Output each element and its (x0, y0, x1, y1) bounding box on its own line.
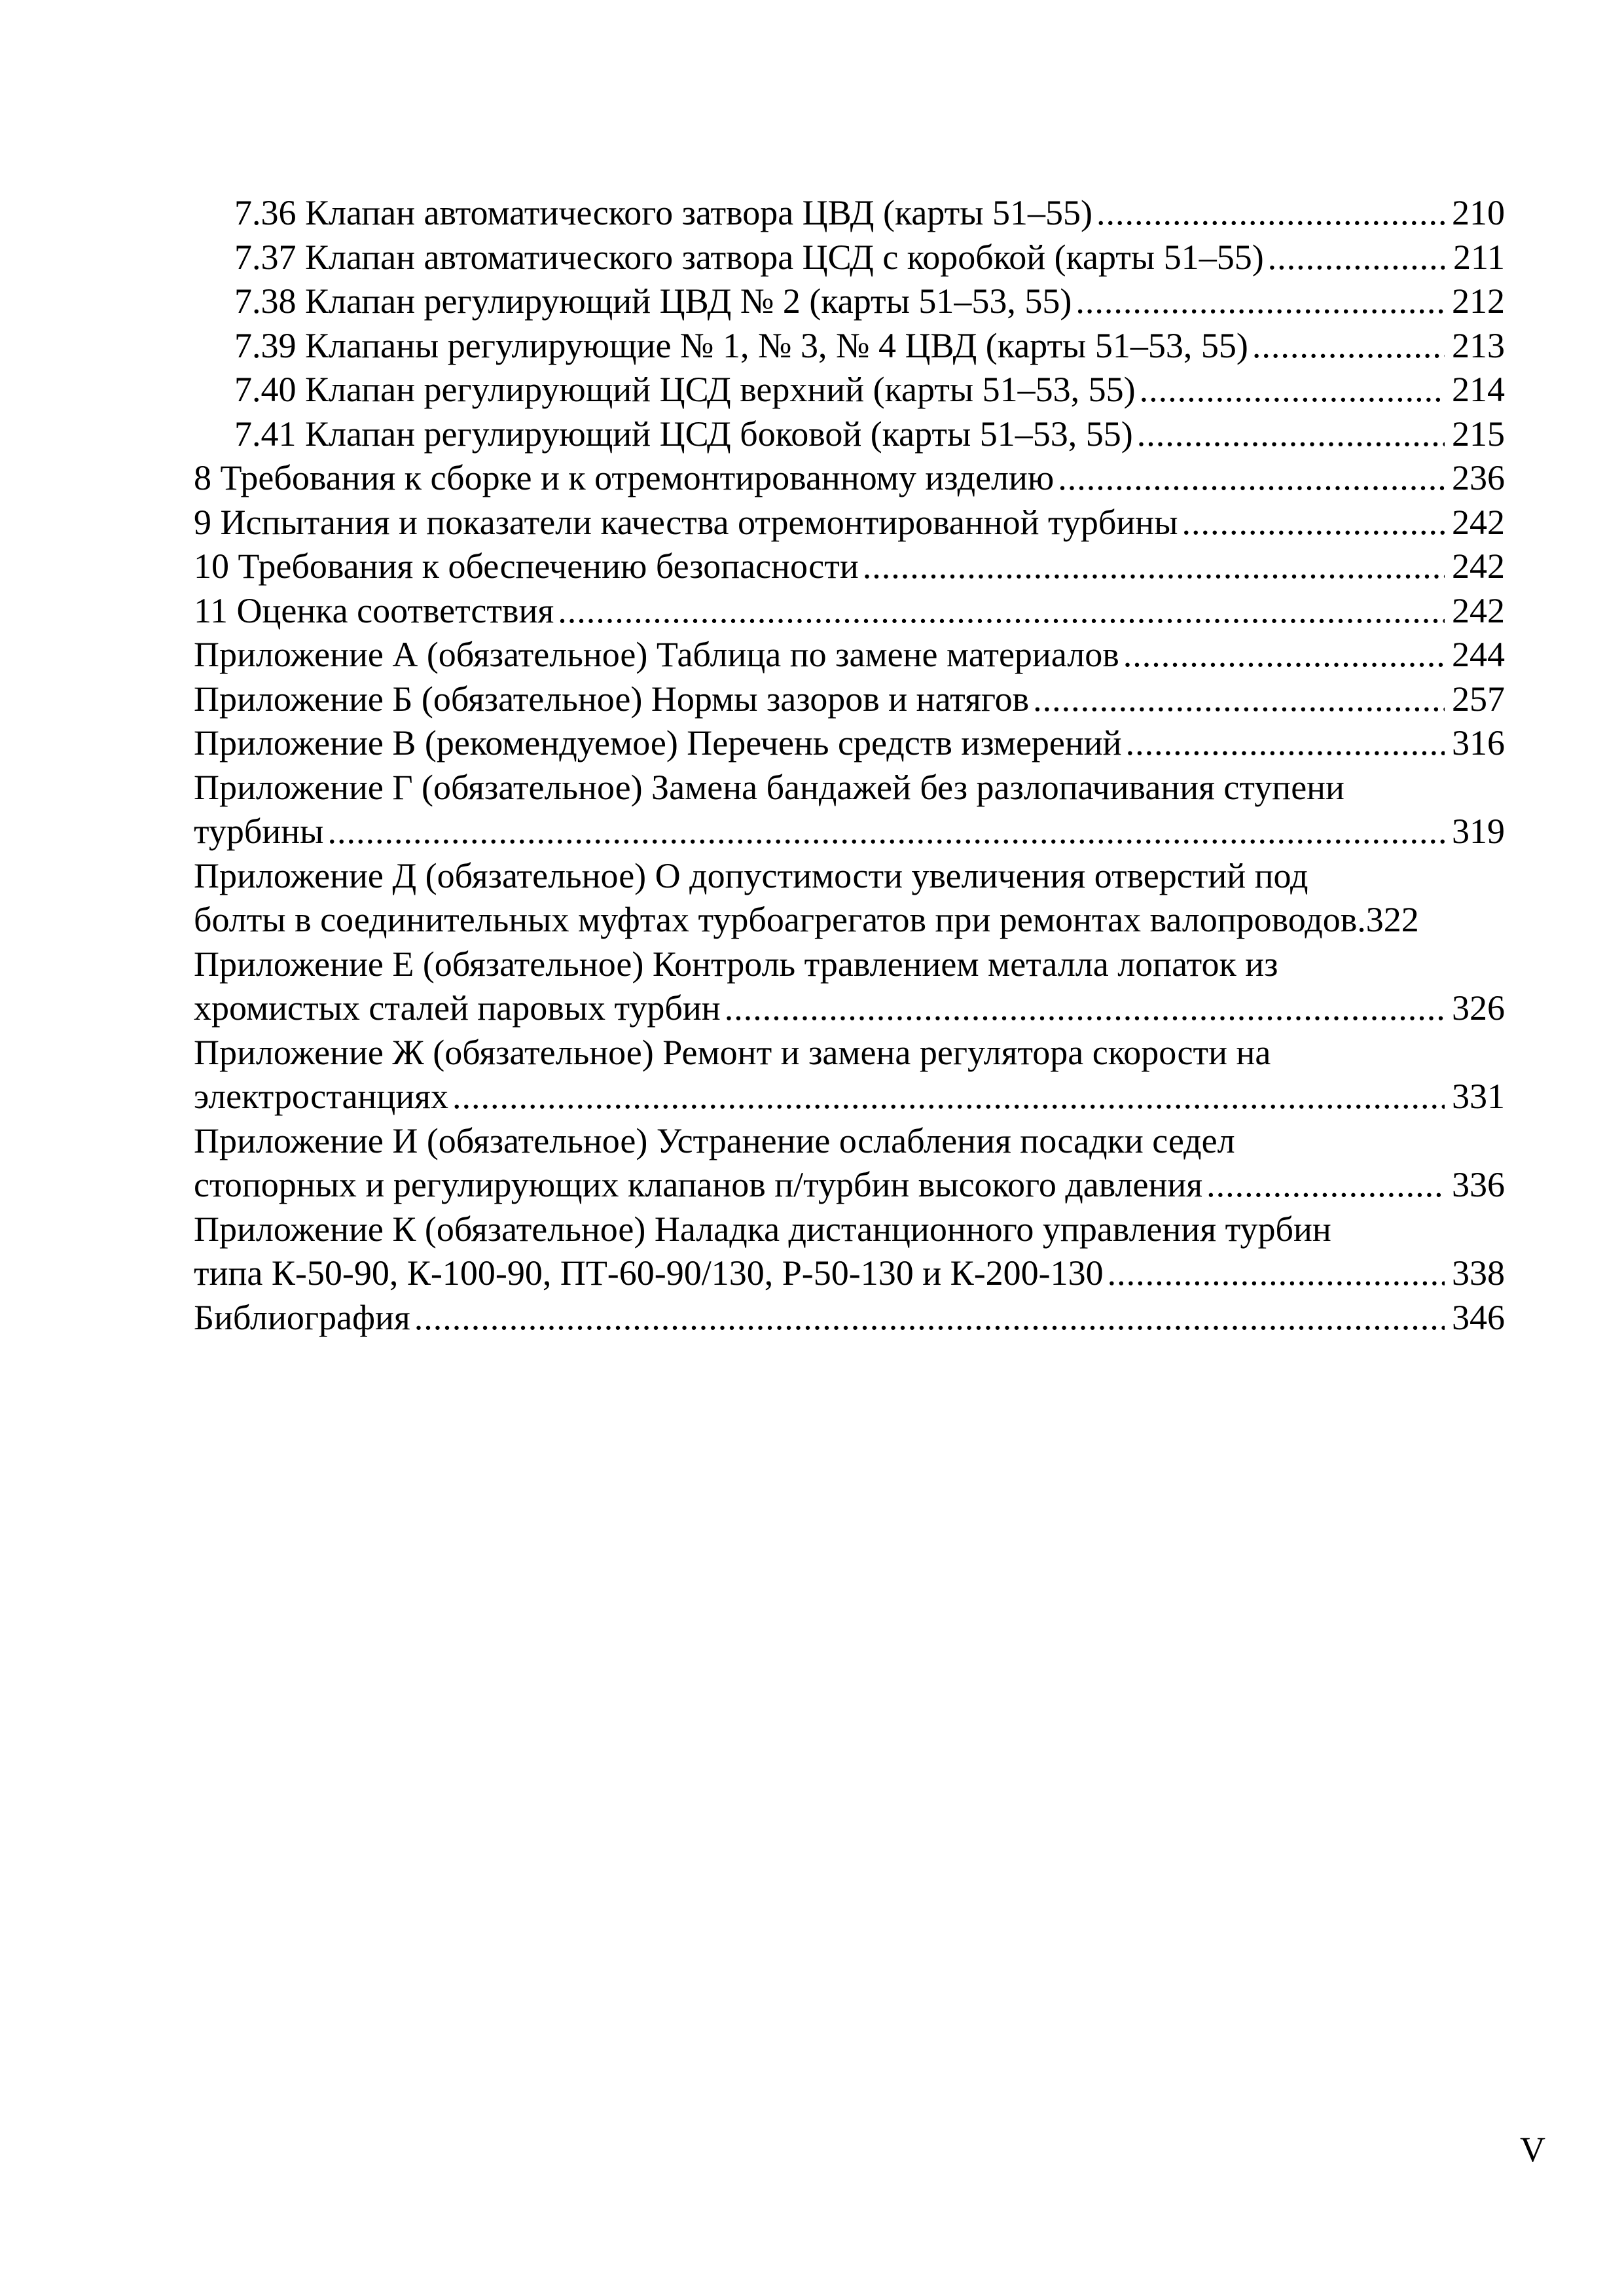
toc-entry-title: болты в соединительных муфтах турбоагрегатов при ремонтах валопроводов.322 (194, 900, 1419, 939)
toc-entry-title: 7.40 Клапан регулирующий ЦСД верхний (карты 51–53, 55) (234, 370, 1136, 409)
toc-page-number: 236 (1452, 458, 1505, 497)
toc-page-number: 331 (1452, 1077, 1505, 1116)
toc-dot-leader (1126, 721, 1445, 766)
toc-page-number: 242 (1452, 502, 1505, 542)
toc-entry-title: хромистых сталей паровых турбин (194, 988, 721, 1028)
toc-dot-leader (1033, 677, 1445, 722)
toc-entry-title: 7.39 Клапаны регулирующие № 1, № 3, № 4 ЦВД (карты 51–53, 55) (234, 325, 1248, 365)
toc-entry (194, 545, 1505, 589)
toc-entry (194, 236, 1505, 280)
toc-page-number: 242 (1452, 547, 1505, 586)
toc-dot-leader (1182, 501, 1445, 545)
toc-dot-leader (1123, 633, 1445, 677)
toc-dot-leader (1096, 191, 1445, 236)
toc-entry-title: 9 Испытания и показатели качества отремонтированной турбины (194, 502, 1178, 542)
toc-dot-leader (725, 986, 1445, 1031)
toc-entry-title: электростанциях (194, 1077, 448, 1116)
toc-entry-first-line (194, 942, 1505, 987)
toc-entry-title: Приложение Ж (обязательное) Ремонт и замена регулятора скорости на (194, 1032, 1271, 1072)
toc-page-number: 215 (1452, 414, 1505, 454)
toc-entry-first-line (194, 766, 1505, 810)
toc-dot-leader (1075, 279, 1445, 324)
page-number: V (1520, 2130, 1545, 2169)
toc-entry (194, 810, 1505, 854)
toc-dot-leader (1137, 412, 1445, 457)
toc-entry-title: Приложение Б (обязательное) Нормы зазоров и натягов (194, 679, 1030, 719)
toc-page-number: 316 (1452, 723, 1505, 762)
toc-entry (194, 721, 1505, 766)
toc-entry (194, 412, 1505, 457)
toc-entry-title: Приложение В (рекомендуемое) Перечень средств измерений (194, 723, 1122, 762)
toc-entry-title: Приложение А (обязательное) Таблица по замене материалов (194, 635, 1119, 674)
toc-dot-leader (1268, 236, 1445, 280)
toc-page-number: 244 (1452, 635, 1505, 674)
toc-entry-title: Приложение К (обязательное) Наладка дистанционного управления турбин (194, 1209, 1331, 1249)
toc-entry-title: Приложение Е (обязательное) Контроль травлением металла лопаток из (194, 944, 1278, 984)
toc-dot-leader (414, 1296, 1445, 1340)
toc-entry-title: Библиография (194, 1297, 410, 1337)
toc-entry-first-line (194, 1208, 1505, 1252)
toc-page-number: 242 (1452, 590, 1505, 630)
toc-entry-title: 7.38 Клапан регулирующий ЦВД № 2 (карты 51–53, 55) (234, 281, 1072, 321)
toc-entry-title: 7.36 Клапан автоматического затвора ЦВД (карты 51–55) (234, 193, 1092, 232)
toc-entry (194, 1163, 1505, 1208)
toc-dot-leader (558, 589, 1445, 634)
toc-page-number: 346 (1452, 1297, 1505, 1337)
toc-page-number: 319 (1452, 812, 1505, 851)
toc-entry-title: Приложение И (обязательное) Устранение ослабления посадки седел (194, 1121, 1235, 1160)
toc-page-number: 257 (1452, 679, 1505, 719)
toc-entry-title: типа К-50-90, К-100-90, ПТ-60-90/130, Р-50-130 и К-200-130 (194, 1253, 1104, 1293)
toc-dot-leader (1140, 368, 1445, 412)
toc-dot-leader (1252, 324, 1445, 368)
toc-page-number: 211 (1453, 237, 1505, 277)
toc-page-number: 210 (1452, 193, 1505, 232)
toc-dot-leader (452, 1075, 1445, 1119)
toc-entry (194, 1075, 1505, 1119)
toc-entry-title: 7.41 Клапан регулирующий ЦСД боковой (карты 51–53, 55) (234, 414, 1133, 454)
toc-entry (194, 191, 1505, 236)
toc-page-number: 326 (1452, 988, 1505, 1028)
toc-entry (194, 368, 1505, 412)
toc-entry (194, 633, 1505, 677)
toc-page-number: 336 (1452, 1165, 1505, 1204)
toc-entry (194, 589, 1505, 634)
toc-entry (194, 898, 1505, 942)
toc-dot-leader (1206, 1163, 1445, 1208)
toc-entry (194, 501, 1505, 545)
toc-dot-leader (1108, 1251, 1445, 1296)
toc-entry-first-line (194, 1031, 1505, 1075)
toc-entry (194, 677, 1505, 722)
toc-entry (194, 279, 1505, 324)
toc-entry-title: 7.37 Клапан автоматического затвора ЦСД с коробкой (карты 51–55) (234, 237, 1264, 277)
toc-entry (194, 1296, 1505, 1340)
toc-entry-title: 11 Оценка соответствия (194, 590, 554, 630)
toc-dot-leader (1058, 456, 1445, 501)
toc-page-number: 213 (1452, 325, 1505, 365)
toc-entry-title: стопорных и регулирующих клапанов п/турбин высокого давления (194, 1165, 1203, 1204)
table-of-contents (194, 191, 1505, 1340)
toc-entry (194, 1251, 1505, 1296)
toc-dot-leader (327, 810, 1445, 854)
toc-entry-title: Приложение Д (обязательное) О допустимости увеличения отверстий под (194, 855, 1308, 895)
toc-page-number: 338 (1452, 1253, 1505, 1293)
toc-entry (194, 456, 1505, 501)
toc-entry-title: 8 Требования к сборке и к отремонтированному изделию (194, 458, 1055, 497)
toc-entry-title: 10 Требования к обеспечению безопасности (194, 547, 859, 586)
toc-entry-title: Приложение Г (обязательное) Замена бандажей без разлопачивания ступени (194, 767, 1344, 807)
toc-entry-first-line (194, 1119, 1505, 1164)
toc-entry (194, 324, 1505, 368)
toc-entry (194, 986, 1505, 1031)
toc-page-number: 212 (1452, 281, 1505, 321)
toc-page-number: 214 (1452, 370, 1505, 409)
toc-dot-leader (863, 545, 1445, 589)
toc-entry-title: турбины (194, 812, 324, 851)
toc-entry-first-line (194, 854, 1505, 899)
